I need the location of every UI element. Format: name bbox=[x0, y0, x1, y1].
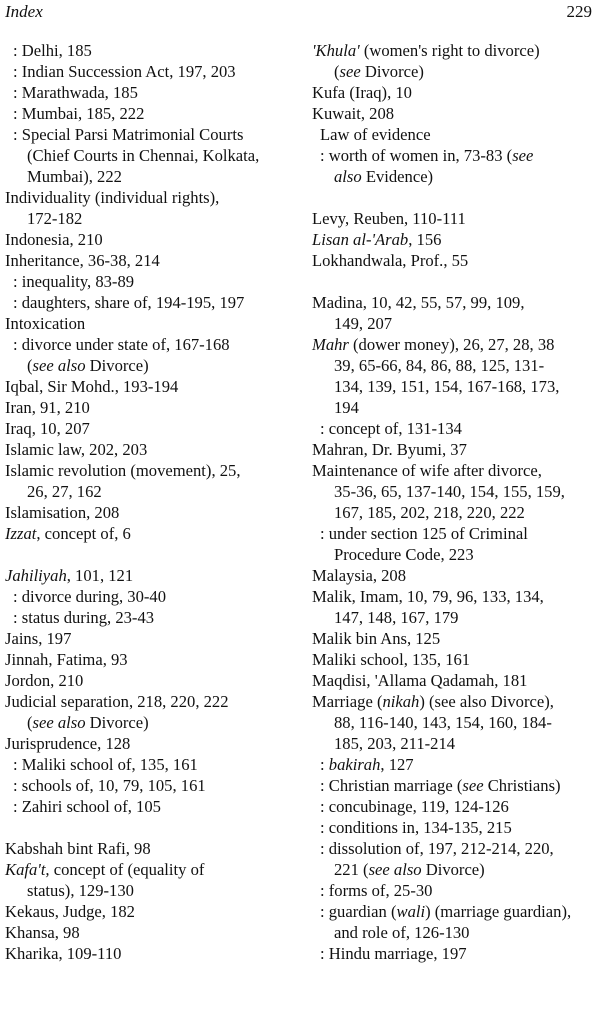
index-entry: Malik, Imam, 10, 79, 96, 133, 134, bbox=[312, 587, 544, 606]
index-entry-continuation: 172-182 bbox=[27, 209, 83, 228]
index-entry: Mahr (dower money), 26, 27, 28, 38 bbox=[312, 335, 555, 354]
index-entry-continuation: 147, 148, 167, 179 bbox=[334, 608, 459, 627]
index-subentry: : Marathwada, 185 bbox=[13, 83, 138, 102]
index-entry: Islamic revolution (movement), 25, bbox=[5, 461, 241, 480]
index-entry: Islamic law, 202, 203 bbox=[5, 440, 148, 459]
index-entry: Malik bin Ans, 125 bbox=[312, 629, 441, 648]
index-subentry: : Hindu marriage, 197 bbox=[320, 944, 467, 963]
index-entry-continuation: 149, 207 bbox=[334, 314, 393, 333]
index-entry: Lokhandwala, Prof., 55 bbox=[312, 251, 469, 270]
index-entry: Islamisation, 208 bbox=[5, 503, 120, 522]
index-entry: Lisan al-'Arab, 156 bbox=[312, 230, 442, 249]
index-subentry: : divorce under state of, 167-168 bbox=[13, 335, 230, 354]
index-entry: Iran, 91, 210 bbox=[5, 398, 90, 417]
section-gap bbox=[5, 544, 290, 565]
index-entry: Kuwait, 208 bbox=[312, 104, 395, 123]
index-entry: Maintenance of wife after divorce, bbox=[312, 461, 542, 480]
index-entry: Marriage (nikah) (see also Divorce), bbox=[312, 692, 554, 711]
index-entry-continuation: also Evidence) bbox=[334, 167, 434, 186]
index-subentry: : Zahiri school of, 105 bbox=[13, 797, 161, 816]
index-entry: Jordon, 210 bbox=[5, 671, 84, 690]
index-entry: Maqdisi, 'Allama Qadamah, 181 bbox=[312, 671, 528, 690]
index-entry: Intoxication bbox=[5, 314, 86, 333]
index-entry: Jahiliyah, 101, 121 bbox=[5, 566, 134, 585]
index-subentry: : under section 125 of Criminal bbox=[320, 524, 528, 543]
index-entry: Kafa't, concept of (equality of bbox=[5, 860, 205, 879]
index-entry: Indonesia, 210 bbox=[5, 230, 103, 249]
index-entry: Maliki school, 135, 161 bbox=[312, 650, 471, 669]
index-entry: Kharika, 109-110 bbox=[5, 944, 122, 963]
index-entry-continuation: (Chief Courts in Chennai, Kolkata, bbox=[27, 146, 260, 165]
index-entry-continuation: 167, 185, 202, 218, 220, 222 bbox=[334, 503, 525, 522]
index-entry-continuation: (see also Divorce) bbox=[27, 356, 149, 375]
index-subentry: : bakirah, 127 bbox=[320, 755, 414, 774]
index-subentry: : divorce during, 30-40 bbox=[13, 587, 166, 606]
index-subentry: : Mumbai, 185, 222 bbox=[13, 104, 145, 123]
index-entry: Kabshah bint Rafi, 98 bbox=[5, 839, 151, 858]
index-entry: Individuality (individual rights), bbox=[5, 188, 220, 207]
index-entry-continuation: 194 bbox=[334, 398, 359, 417]
index-entry-continuation: 88, 116-140, 143, 154, 160, 184- bbox=[334, 713, 552, 732]
index-entry: Jurisprudence, 128 bbox=[5, 734, 131, 753]
index-subentry: : Indian Succession Act, 197, 203 bbox=[13, 62, 236, 81]
index-subentry: : forms of, 25-30 bbox=[320, 881, 433, 900]
index-subentry: : inequality, 83-89 bbox=[13, 272, 135, 291]
index-entry-continuation: 35-36, 65, 137-140, 154, 155, 159, bbox=[334, 482, 565, 501]
index-subentry: : status during, 23-43 bbox=[13, 608, 155, 627]
index-subentry: : concubinage, 119, 124-126 bbox=[320, 797, 509, 816]
index-entry: 'Khula' (women's right to divorce) bbox=[312, 41, 540, 60]
index-column-left bbox=[5, 40, 290, 964]
index-entry: Kufa (Iraq), 10 bbox=[312, 83, 412, 102]
index-entry: Levy, Reuben, 110-111 bbox=[312, 209, 466, 228]
index-entry: Iraq, 10, 207 bbox=[5, 419, 90, 438]
running-title: Index bbox=[5, 2, 43, 21]
index-entry-continuation: 134, 139, 151, 154, 167-168, 173, bbox=[334, 377, 560, 396]
index-entry: Jains, 197 bbox=[5, 629, 72, 648]
page-number: 229 bbox=[566, 2, 592, 21]
index-subentry: : concept of, 131-134 bbox=[320, 419, 462, 438]
index-entry: Jinnah, Fatima, 93 bbox=[5, 650, 128, 669]
index-subentry: : conditions in, 134-135, 215 bbox=[320, 818, 512, 837]
index-column-right bbox=[312, 40, 596, 964]
index-entry: Izzat, concept of, 6 bbox=[5, 524, 131, 543]
index-entry-continuation: Procedure Code, 223 bbox=[334, 545, 474, 564]
index-subentry: : Christian marriage (see Christians) bbox=[320, 776, 561, 795]
index-entry: Inheritance, 36-38, 214 bbox=[5, 251, 160, 270]
index-entry-continuation: (see Divorce) bbox=[334, 62, 424, 81]
index-entry-continuation: 185, 203, 211-214 bbox=[334, 734, 456, 753]
page-header bbox=[5, 2, 592, 24]
section-gap bbox=[5, 817, 290, 838]
index-entry: Khansa, 98 bbox=[5, 923, 80, 942]
index-subentry: : guardian (wali) (marriage guardian), bbox=[320, 902, 572, 921]
index-entry: Madina, 10, 42, 55, 57, 99, 109, bbox=[312, 293, 525, 312]
index-subentry: : Maliki school of, 135, 161 bbox=[13, 755, 198, 774]
index-entry-continuation: and role of, 126-130 bbox=[334, 923, 470, 942]
index-entry-continuation: 26, 27, 162 bbox=[27, 482, 102, 501]
index-entry: Kekaus, Judge, 182 bbox=[5, 902, 135, 921]
index-entry-continuation: 39, 65-66, 84, 86, 88, 125, 131- bbox=[334, 356, 545, 375]
index-entry: Mahran, Dr. Byumi, 37 bbox=[312, 440, 467, 459]
index-subentry: : schools of, 10, 79, 105, 161 bbox=[13, 776, 206, 795]
index-entry: Malaysia, 208 bbox=[312, 566, 407, 585]
index-subentry: : worth of women in, 73-83 (see bbox=[320, 146, 534, 165]
index-entry-continuation: (see also Divorce) bbox=[27, 713, 149, 732]
index-entry-continuation: Mumbai), 222 bbox=[27, 167, 122, 186]
index-entry: Iqbal, Sir Mohd., 193-194 bbox=[5, 377, 179, 396]
index-entry-continuation: 221 (see also Divorce) bbox=[334, 860, 485, 879]
index-subentry: : dissolution of, 197, 212-214, 220, bbox=[320, 839, 554, 858]
index-subentry: : daughters, share of, 194-195, 197 bbox=[13, 293, 245, 312]
index-entry-continuation: status), 129-130 bbox=[27, 881, 134, 900]
section-gap bbox=[312, 271, 596, 292]
index-subentry: : Special Parsi Matrimonial Courts bbox=[13, 125, 244, 144]
section-gap bbox=[312, 187, 596, 208]
index-subentry: : Delhi, 185 bbox=[13, 41, 92, 60]
index-entry: Judicial separation, 218, 220, 222 bbox=[5, 692, 229, 711]
index-subentry: Law of evidence bbox=[320, 125, 431, 144]
